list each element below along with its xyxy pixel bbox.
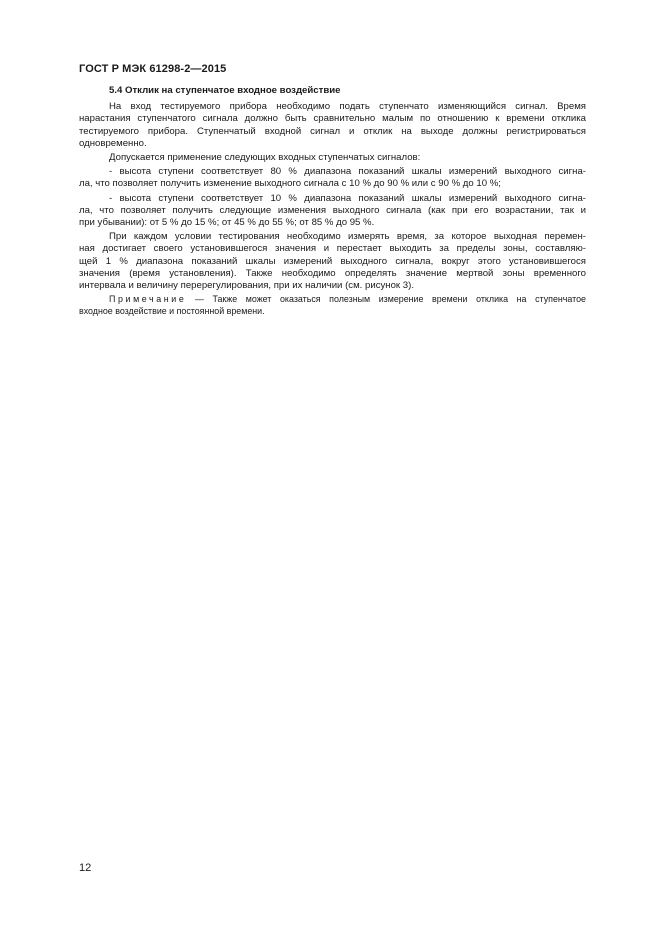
section-title: 5.4 Отклик на ступенчатое входное воздействие bbox=[109, 85, 341, 96]
note-text: — Также может оказаться полезным измерение времени отклика на ступенчатое bbox=[186, 294, 586, 305]
paragraph-line: при убывании): от 5 % до 15 %; от 45 % до 55 %; от 85 % до 95 %. bbox=[79, 217, 375, 229]
paragraph-line: ла, что позволяет получить изменение выходного сигнала с 10 % до 90 % или с 90 % до 10 %; bbox=[79, 178, 501, 190]
paragraph-line: одновременно. bbox=[79, 137, 147, 149]
note-line bbox=[79, 294, 586, 306]
paragraph-line: щей 1 % диапазона показаний шкалы измерений выходного сигнала, вокруг этого установившегося bbox=[79, 255, 586, 267]
paragraph-allowed-signals bbox=[79, 152, 586, 164]
paragraph-intro bbox=[79, 101, 586, 150]
paragraph-line: - высота ступени соответствует 10 % диапазона показаний шкалы измерений выходного сигна- bbox=[109, 192, 586, 204]
paragraph-line: Допускается применение следующих входных ступенчатых сигналов: bbox=[109, 152, 421, 164]
standard-header: ГОСТ Р МЭК 61298-2—2015 bbox=[79, 63, 227, 75]
paragraph-line: тестируемого прибора. Ступенчатый входной сигнал и отклик на выходе должны регистрироваться bbox=[79, 125, 586, 137]
page-number: 12 bbox=[79, 862, 92, 874]
list-item-80-percent bbox=[79, 166, 586, 190]
paragraph-line: На вход тестируемого прибора необходимо подать ступенчато изменяющийся сигнал. Время bbox=[109, 101, 586, 113]
page-content bbox=[79, 85, 586, 318]
paragraph-settling-time bbox=[79, 231, 586, 292]
paragraph-line: ная достигает своего установившегося значения и перестает выходить за пределы зоны, составляю- bbox=[79, 243, 586, 255]
note-line: входное воздействие и постоянной времени. bbox=[79, 306, 265, 317]
note-label: Примечание bbox=[109, 294, 187, 305]
paragraph-line: - высота ступени соответствует 80 % диапазона показаний шкалы измерений выходного сигна- bbox=[109, 166, 586, 178]
paragraph-line: значения (время установления). Также необходимо определять значение мертвой зоны временного bbox=[79, 267, 586, 279]
paragraph-line: При каждом условии тестирования необходимо измерять время, за которое выходная перемен- bbox=[109, 231, 586, 243]
list-item-10-percent bbox=[79, 193, 586, 230]
paragraph-line: интервала и величину перерегулирования, при их наличии (см. рисунок 3). bbox=[79, 280, 414, 292]
note-block bbox=[79, 294, 586, 318]
paragraph-line: ла, что позволяет получить следующие изменения выходного сигнала (как при его возрастании, так и bbox=[79, 204, 586, 216]
paragraph-line: нарастания ступенчатого сигнала должно быть сравнительно малым по отношению к времени отклика bbox=[79, 113, 586, 125]
